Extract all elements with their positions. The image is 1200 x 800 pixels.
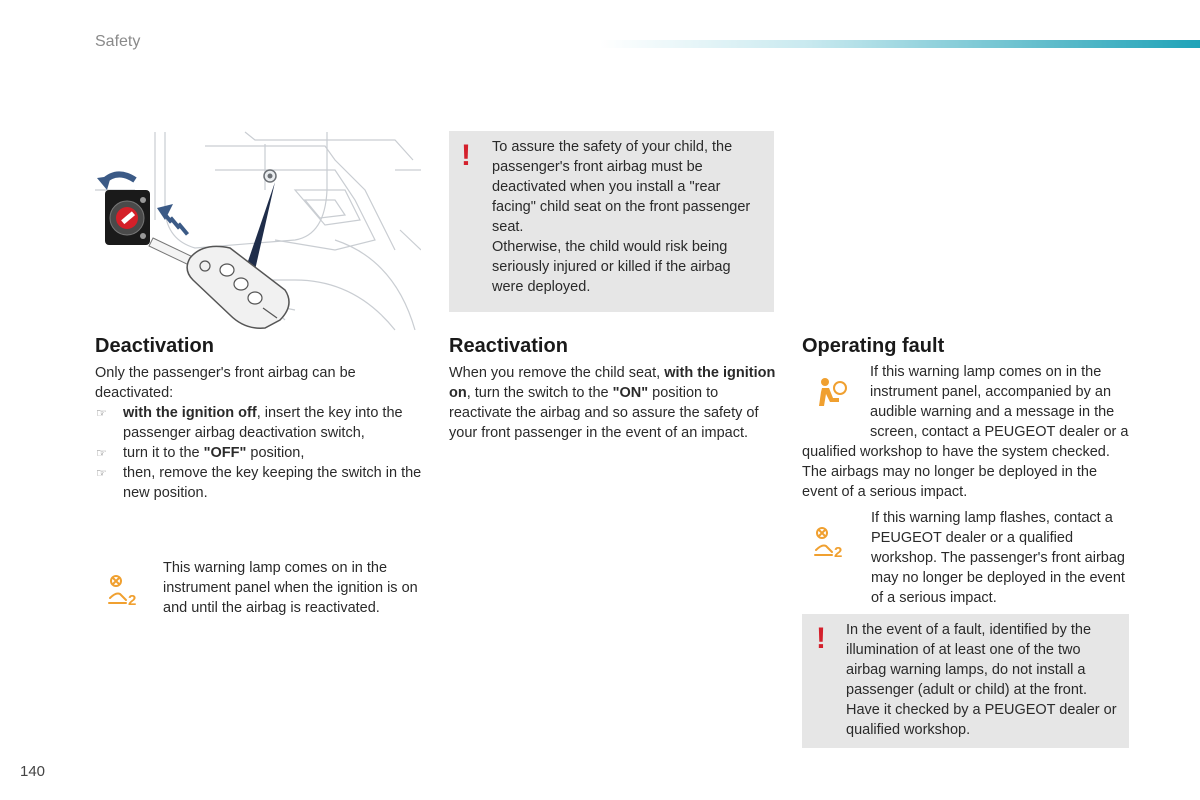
reactivation-text: When you remove the child seat, with the ignition on, turn the switch to the "ON" position to reactivate the airbag and so assure the safety of your front passenger in the event of an impact. <box>449 365 776 441</box>
airbag-off-lamp-text: This warning lamp comes on in the instrument panel when the ignition is on and until the airbag is reactivated. <box>163 560 418 616</box>
operating-fault-heading: Operating fault <box>802 335 945 357</box>
svg-text:2: 2 <box>128 592 137 608</box>
dashboard-key-drawing <box>95 130 421 333</box>
pointer-hand-icon: ☞ <box>96 466 107 480</box>
deactivation-intro: Only the passenger's front airbag can be deactivated: <box>95 365 356 401</box>
header-accent-bar <box>600 40 1200 48</box>
airbag-lamp-text: If this warning lamp comes on in the instrument panel, accompanied by an audible warning and a message in the screen, contact a PEUGEOT dealer or a qualified workshop to have the system checked. The airbags may no longer be deployed in the event of a serious impact. <box>802 364 1129 500</box>
deactivation-steps <box>95 403 425 503</box>
deactivation-heading: Deactivation <box>95 335 214 357</box>
page-number: 140 <box>20 763 46 780</box>
airbag-off-warning-icon <box>106 572 142 608</box>
pointer-hand-icon: ☞ <box>96 406 107 420</box>
pointer-hand-icon: ☞ <box>96 446 107 460</box>
icon-spacer <box>802 362 870 442</box>
fault-warning-box <box>802 614 1129 748</box>
warning-text-consequence: Otherwise, the child would risk being seriously injured or killed if the airbag were deployed. <box>492 239 731 295</box>
section-title: Safety <box>95 33 141 50</box>
list-item: ☞ with the ignition off, insert the key into the passenger airbag deactivation switch, <box>96 405 403 441</box>
list-item: ☞ turn it to the "OFF" position, <box>96 445 305 461</box>
svg-text:2: 2 <box>834 544 843 560</box>
passenger-airbag-fault-icon <box>812 524 848 560</box>
child-seat-warning-box <box>449 131 774 312</box>
list-item: ☞ then, remove the key keeping the switch in the new position. <box>96 465 422 501</box>
warning-text: To assure the safety of your child, the passenger's front airbag must be deactivated when you install a "rear facing" child seat on the front passenger seat. <box>492 139 751 235</box>
passenger-airbag-fault-text: If this warning lamp flashes, contact a PEUGEOT dealer or a qualified workshop. The passenger's front airbag may no longer be deployed in the event of a serious impact. <box>871 510 1125 606</box>
fault-warning-text: In the event of a fault, identified by the illumination of at least one of the two airbag warning lamps, do not install a passenger (adult or child) at the front. Have it checked by a PEUGEOT dealer or qualified workshop. <box>846 622 1117 738</box>
exclamation-icon: ! <box>816 622 826 655</box>
reactivation-heading: Reactivation <box>449 335 568 357</box>
airbag-switch-illustration <box>95 130 421 333</box>
exclamation-icon: ! <box>461 139 471 172</box>
